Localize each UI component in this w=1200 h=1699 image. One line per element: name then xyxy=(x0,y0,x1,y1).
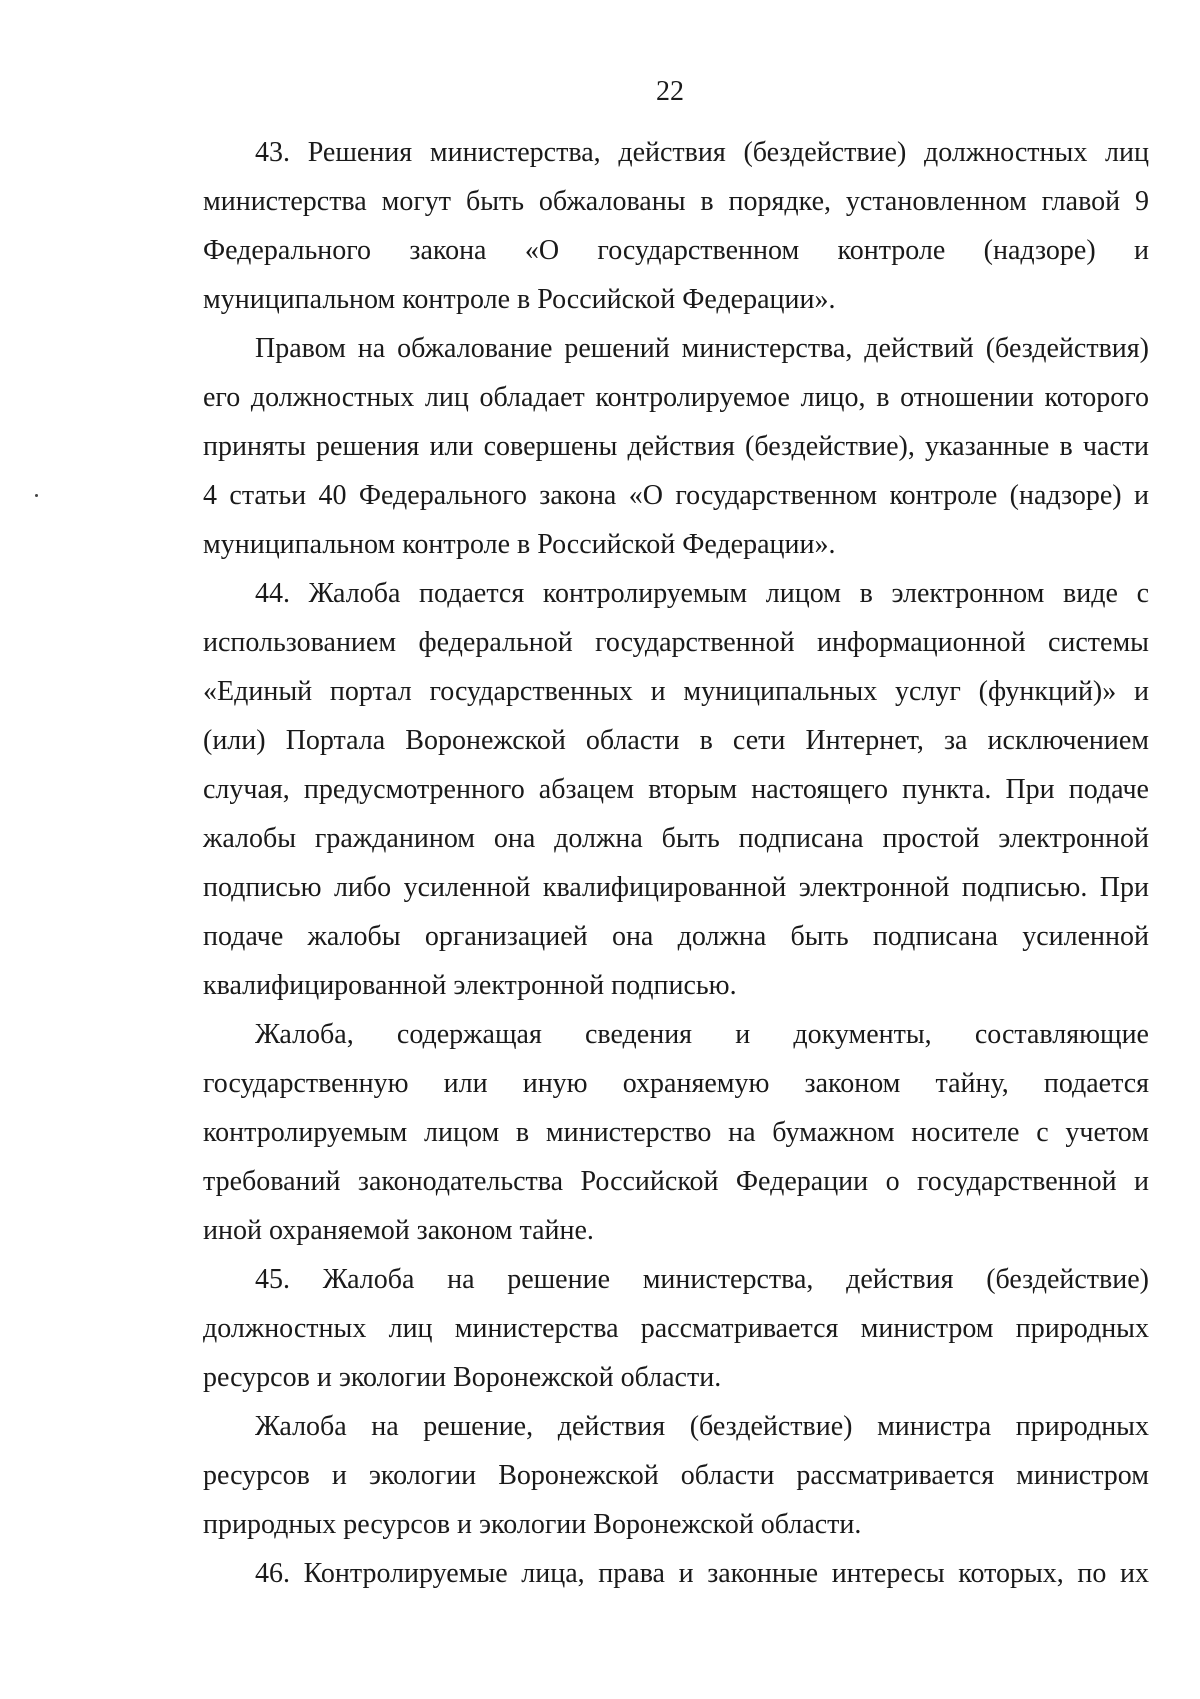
text-line: «Единый портал государственных и муниципальных услуг (функций)» и xyxy=(203,676,1149,707)
scan-speck xyxy=(35,494,38,497)
text-line: иной охраняемой законом тайне. xyxy=(203,1215,594,1246)
text-line: министерства могут быть обжалованы в порядке, установленном главой 9 xyxy=(203,186,1149,217)
paragraph xyxy=(203,324,1149,569)
text-line: подписью либо усиленной квалифицированной электронной подписью. При xyxy=(203,872,1149,903)
paragraph xyxy=(203,569,1149,1010)
paragraph xyxy=(203,1549,1149,1598)
text-line: его должностных лиц обладает контролируемое лицо, в отношении которого xyxy=(203,382,1149,413)
paragraph xyxy=(203,128,1149,324)
text-line: государственную или иную охраняемую законом тайну, подается xyxy=(203,1068,1149,1099)
text-line: (или) Портала Воронежской области в сети Интернет, за исключением xyxy=(203,725,1149,756)
text-line: приняты решения или совершены действия (бездействие), указанные в части xyxy=(203,431,1149,462)
paragraph xyxy=(203,1010,1149,1255)
text-line: ресурсов и экологии Воронежской области рассматривается министром xyxy=(203,1460,1149,1491)
text-line: 43. Решения министерства, действия (бездействие) должностных лиц xyxy=(255,137,1149,168)
text-line: Правом на обжалование решений министерства, действий (бездействия) xyxy=(255,333,1149,364)
document-body xyxy=(203,128,1149,1598)
text-line: жалобы гражданином она должна быть подписана простой электронной xyxy=(203,823,1149,854)
page-number: 22 xyxy=(656,76,684,107)
text-line: природных ресурсов и экологии Воронежской области. xyxy=(203,1509,862,1540)
text-line: ресурсов и экологии Воронежской области. xyxy=(203,1362,722,1393)
text-line: использованием федеральной государственной информационной системы xyxy=(203,627,1149,658)
text-line: 4 статьи 40 Федерального закона «О государственном контроле (надзоре) и xyxy=(203,480,1149,511)
text-line: квалифицированной электронной подписью. xyxy=(203,970,737,1001)
text-line: контролируемым лицом в министерство на бумажном носителе с учетом xyxy=(203,1117,1149,1148)
text-line: 46. Контролируемые лица, права и законные интересы которых, по их xyxy=(255,1558,1149,1589)
text-line: должностных лиц министерства рассматривается министром природных xyxy=(203,1313,1149,1344)
text-line: Федерального закона «О государственном контроле (надзоре) и xyxy=(203,235,1149,266)
text-line: Жалоба на решение, действия (бездействие) министра природных xyxy=(255,1411,1149,1442)
text-line: требований законодательства Российской Федерации о государственной и xyxy=(203,1166,1149,1197)
text-line: 45. Жалоба на решение министерства, действия (бездействие) xyxy=(255,1264,1149,1295)
text-line: Жалоба, содержащая сведения и документы, составляющие xyxy=(255,1019,1149,1050)
text-line: муниципальном контроле в Российской Федерации». xyxy=(203,529,836,560)
text-line: 44. Жалоба подается контролируемым лицом в электронном виде с xyxy=(255,578,1149,609)
text-line: случая, предусмотренного абзацем вторым настоящего пункта. При подаче xyxy=(203,774,1149,805)
text-line: подаче жалобы организацией она должна быть подписана усиленной xyxy=(203,921,1149,952)
text-line: муниципальном контроле в Российской Федерации». xyxy=(203,284,836,315)
paragraph xyxy=(203,1255,1149,1402)
paragraph xyxy=(203,1402,1149,1549)
